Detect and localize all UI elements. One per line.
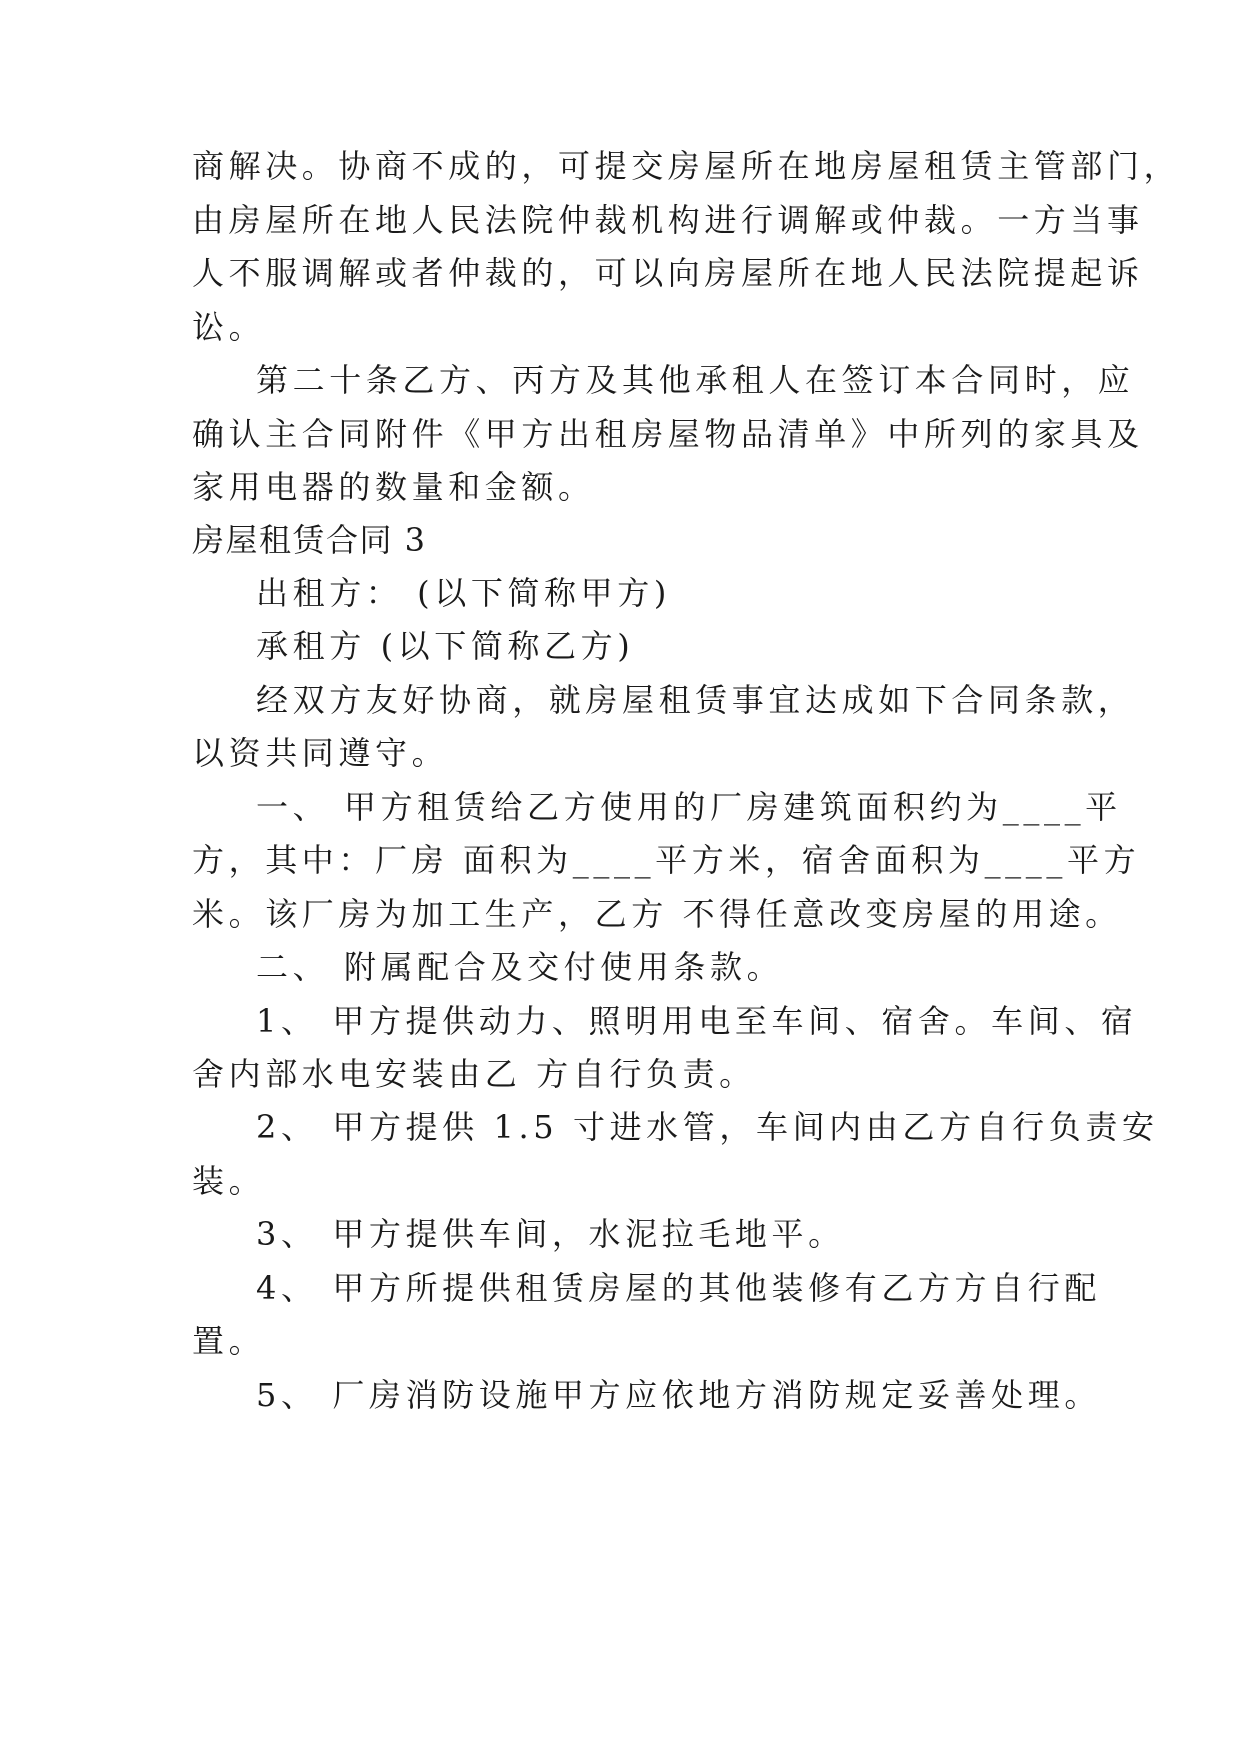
text-line: 装。 xyxy=(192,1162,266,1200)
text-line: 一、 甲方租赁给乙方使用的厂房建筑面积约为____平 xyxy=(256,788,1122,826)
text-line: 3、 甲方提供车间，水泥拉毛地平。 xyxy=(256,1215,845,1253)
text-line: 讼。 xyxy=(192,308,266,346)
text-line: 人不服调解或者仲裁的，可以向房屋所在地人民法院提起诉 xyxy=(192,254,1144,292)
text-line: 米。该厂房为加工生产，乙方 不得任意改变房屋的用途。 xyxy=(192,895,1122,933)
text-line: 舍内部水电安装由乙 方自行负责。 xyxy=(192,1055,756,1093)
text-line: 5、 厂房消防设施甲方应依地方消防规定妥善处理。 xyxy=(256,1376,1101,1414)
text-line: 经双方友好协商，就房屋租赁事宜达成如下合同条款， xyxy=(256,681,1135,719)
text-line: 以资共同遵守。 xyxy=(192,734,449,772)
text-line: 家用电器的数量和金额。 xyxy=(192,468,595,506)
text-line: 2、 甲方提供 1.5 寸进水管，车间内由乙方自行负责安 xyxy=(256,1108,1159,1146)
text-line: 方，其中：厂房 面积为____平方米，宿舍面积为____平方 xyxy=(192,841,1141,879)
text-line: 承租方 (以下简称乙方) xyxy=(256,627,635,665)
text-line: 商解决。协商不成的，可提交房屋所在地房屋租赁主管部门， xyxy=(192,147,1181,185)
section-heading: 房屋租赁合同 3 xyxy=(192,521,427,559)
text-line: 由房屋所在地人民法院仲裁机构进行调解或仲裁。一方当事 xyxy=(192,201,1144,239)
text-line: 确认主合同附件《甲方出租房屋物品清单》中所列的家具及 xyxy=(192,415,1144,453)
text-line: 1、 甲方提供动力、照明用电至车间、宿舍。车间、宿 xyxy=(256,1002,1138,1040)
text-line: 二、 附属配合及交付使用条款。 xyxy=(256,948,784,986)
text-line: 第二十条乙方、丙方及其他承租人在签订本合同时，应 xyxy=(256,361,1135,399)
text-line: 4、 甲方所提供租赁房屋的其他装修有乙方方自行配 xyxy=(256,1269,1101,1307)
text-line: 置。 xyxy=(192,1322,266,1360)
text-line: 出租方： (以下简称甲方) xyxy=(256,574,671,612)
